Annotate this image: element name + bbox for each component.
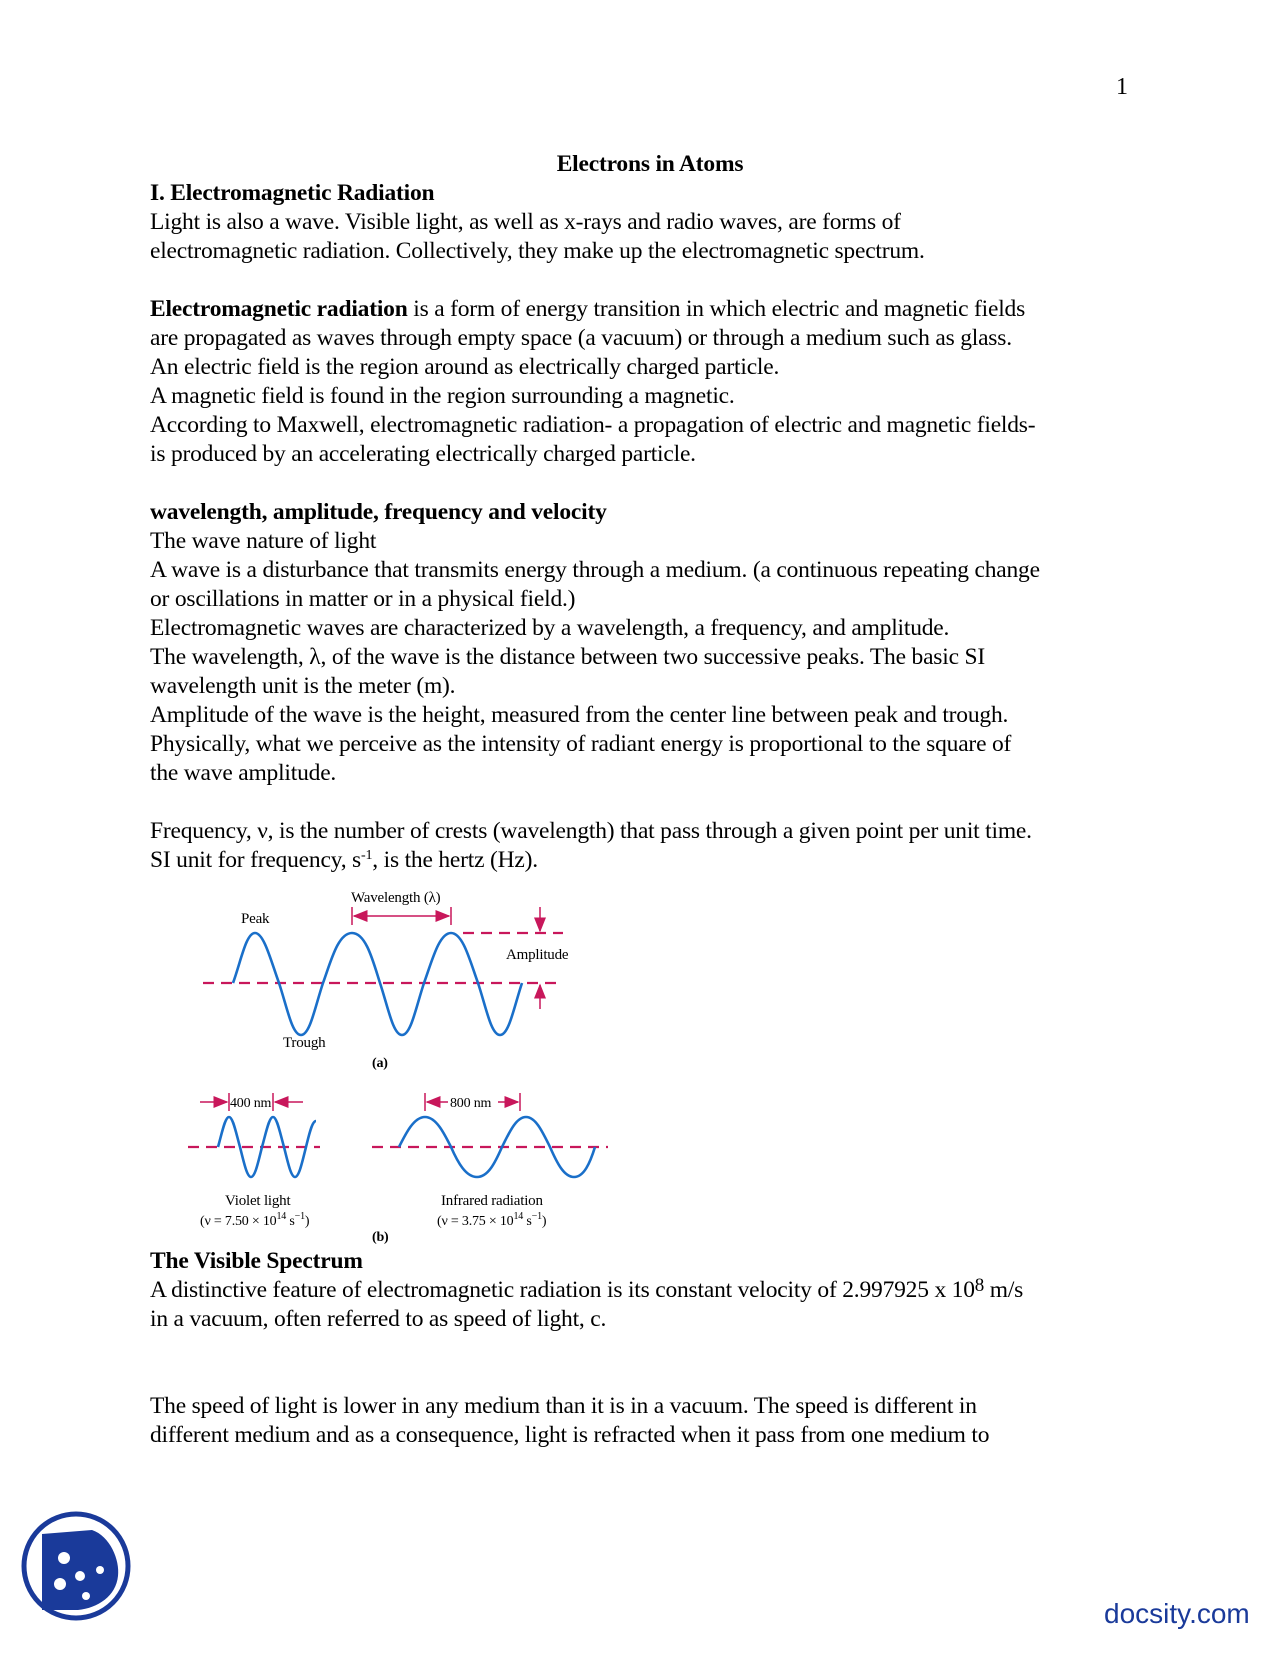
definition-term: Electromagnetic radiation <box>150 296 408 322</box>
wave-figure <box>188 885 628 1245</box>
document-title: Electrons in Atoms <box>556 151 744 177</box>
docsity-logo-icon <box>20 1510 132 1622</box>
paragraph-line: are propagated as waves through empty space (a vacuum) or through a medium such as glass. <box>150 325 1012 351</box>
paragraph-line: Physically, what we perceive as the intensity of radiant energy is proportional to the square of <box>150 731 1012 757</box>
speed-of-light-line <box>150 1276 1150 1305</box>
paragraph-line: The speed of light is lower in any medium than it is in a vacuum. The speed is different in <box>150 1393 977 1419</box>
spacer <box>150 266 1150 295</box>
caption-a: (a) <box>372 1056 388 1071</box>
wave-diagram-violet <box>188 1093 320 1229</box>
section-heading-wave-properties: wavelength, amplitude, frequency and velocity <box>150 499 607 525</box>
violet-name: Violet light <box>225 1193 291 1209</box>
text-run: , is the hertz (Hz). <box>372 847 538 873</box>
caption-b: (b) <box>372 1230 389 1245</box>
spacer <box>150 788 1150 817</box>
paragraph-line: An electric field is the region around as electrically charged particle. <box>150 354 780 380</box>
superscript: 8 <box>974 1275 985 1296</box>
paragraph-line: in a vacuum, often referred to as speed of light, c. <box>150 1306 607 1332</box>
paragraph-line: wavelength unit is the meter (m). <box>150 673 456 699</box>
paragraph-line: A wave is a disturbance that transmits energy through a medium. (a continuous repeating change <box>150 557 1040 583</box>
section-heading-em-radiation: I. Electromagnetic Radiation <box>150 180 435 206</box>
paragraph-line: is produced by an accelerating electrically charged particle. <box>150 441 696 467</box>
definition-text: is a form of energy transition in which electric and magnetic fields <box>407 296 1026 322</box>
paragraph-line: Light is also a wave. Visible light, as well as x-rays and radio waves, are forms of <box>150 209 901 235</box>
wavelength-label: Wavelength (λ) <box>351 890 441 906</box>
paragraph-line: electromagnetic radiation. Collectively, they make up the electromagnetic spectrum. <box>150 238 925 264</box>
paragraph-line: or oscillations in matter or in a physical field.) <box>150 586 576 612</box>
definition-line <box>150 295 1150 324</box>
amplitude-label: Amplitude <box>506 947 569 963</box>
paragraph-line: different medium and as a consequence, light is refracted when it pass from one medium to <box>150 1422 990 1448</box>
superscript: -1 <box>361 848 373 863</box>
spacer <box>150 469 1150 498</box>
infrared-dimension-label: 800 nm <box>450 1096 492 1111</box>
text-run: SI unit for frequency, s <box>150 847 361 873</box>
paragraph-line: Frequency, ν, is the number of crests (wavelength) that pass through a given point per unit time. <box>150 818 1032 844</box>
paragraph-line: According to Maxwell, electromagnetic radiation- a propagation of electric and magnetic fields- <box>150 412 1036 438</box>
peak-label: Peak <box>241 911 270 927</box>
wave-diagram-infrared <box>372 1093 608 1229</box>
infrared-name: Infrared radiation <box>441 1193 543 1209</box>
paragraph-line: The wavelength, λ, of the wave is the distance between two successive peaks. The basic SI <box>150 644 985 670</box>
text-run: m/s <box>984 1277 1024 1303</box>
wave-diagram-a <box>203 890 569 1071</box>
infrared-frequency: ($\nu = 3.75 \times 10^{14}$ $s^{-1}$) <box>437 1211 547 1229</box>
page-number: 1 <box>1116 74 1128 100</box>
paragraph-line: The wave nature of light <box>150 528 377 554</box>
violet-frequency: ($\nu = 7.50 \times 10^{14}$ $s^{-1}$) <box>200 1211 310 1229</box>
frequency-unit-line <box>150 846 1150 875</box>
document-body <box>150 150 1150 1450</box>
paragraph-line: Amplitude of the wave is the height, measured from the center line between peak and trough. <box>150 702 1009 728</box>
violet-dimension-label: 400 nm <box>230 1096 272 1111</box>
paragraph-line: Electromagnetic waves are characterized by a wavelength, a frequency, and amplitude. <box>150 615 950 641</box>
docsity-brand-link[interactable]: docsity.com <box>1104 1598 1250 1629</box>
trough-label: Trough <box>283 1035 326 1051</box>
paragraph-line: the wave amplitude. <box>150 760 337 786</box>
spacer <box>150 1334 1150 1392</box>
text-run: A distinctive feature of electromagnetic radiation is its constant velocity of 2.997925 x 10 <box>150 1277 975 1303</box>
section-heading-visible-spectrum: The Visible Spectrum <box>150 1248 363 1274</box>
paragraph-line: A magnetic field is found in the region surrounding a magnetic. <box>150 383 735 409</box>
